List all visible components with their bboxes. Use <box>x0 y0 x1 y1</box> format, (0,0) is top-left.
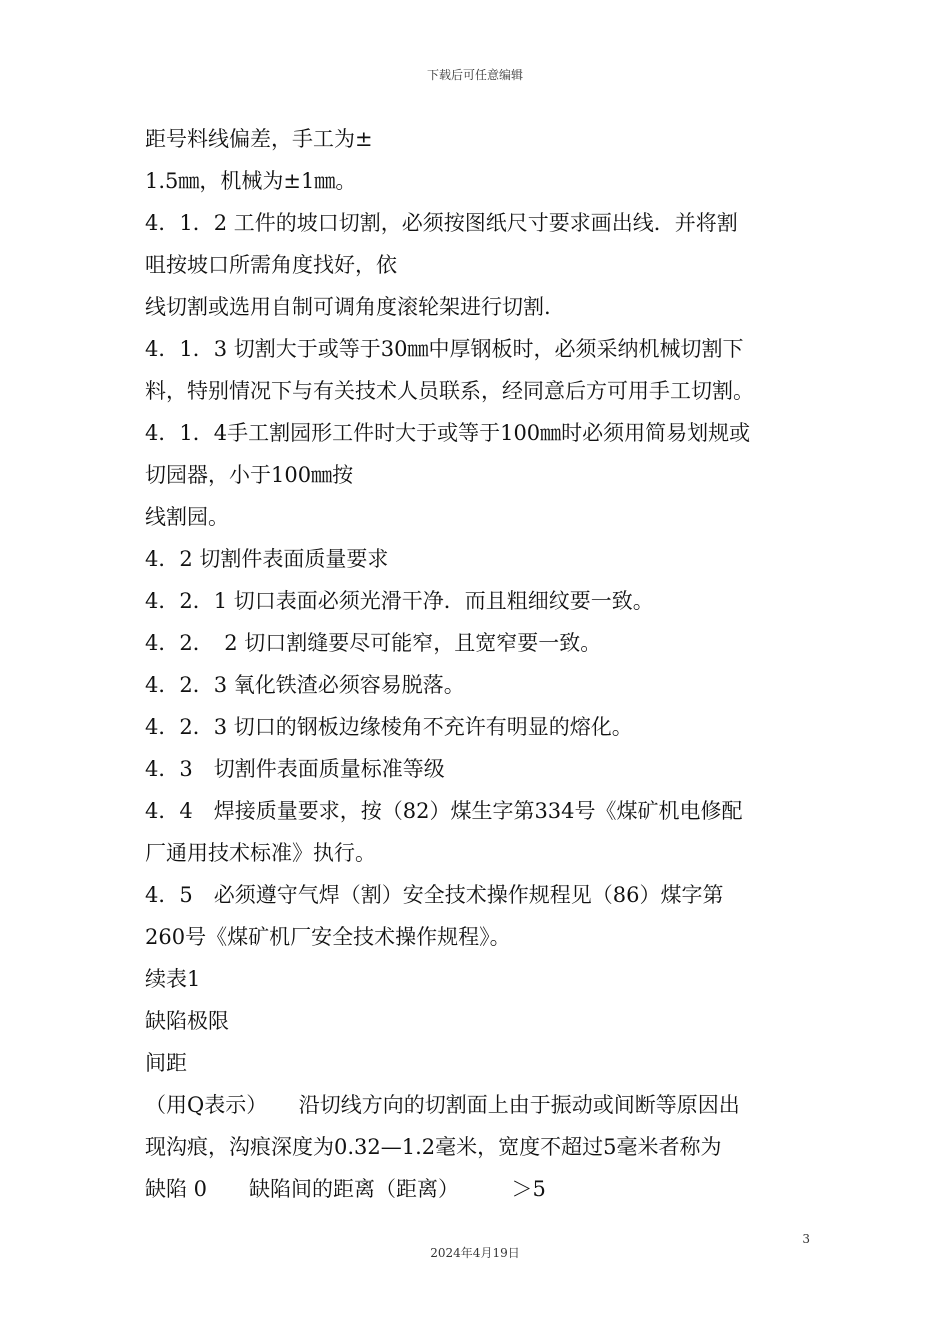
text-line: 咀按坡口所需角度找好，依 <box>145 253 397 277</box>
table-cell: 缺陷 0 缺陷间的距离（距离） ＞5 <box>145 1177 546 1201</box>
text-line: 4．2．3 氧化铁渣必须容易脱落。 <box>145 673 465 697</box>
table-caption: 续表1 <box>145 967 201 991</box>
text-line: 料，特别情况下与有关技术人员联系，经同意后方可用手工切割。 <box>145 379 754 403</box>
section-heading: 4．3 切割件表面质量标准等级 <box>145 757 445 781</box>
text-line: 线割园。 <box>145 505 229 529</box>
text-line: 4．2． 2 切口割缝要尽可能窄，且宽窄要一致。 <box>145 631 602 655</box>
text-line: 4．1．3 切割大于或等于30㎜中厚钢板时，必须采纳机械切割下 <box>145 337 744 361</box>
text-line: 4．2．3 切口的钢板边缘棱角不充许有明显的熔化。 <box>145 715 633 739</box>
text-line: 4．4 焊接质量要求，按（82）煤生字第334号《煤矿机电修配 <box>145 799 743 823</box>
page-number: 3 <box>802 1232 810 1246</box>
text-line: 4．1．2 工件的坡口切割，必须按图纸尺寸要求画出线．并将割 <box>145 211 738 235</box>
page-header: 下载后可任意编辑 <box>426 68 523 82</box>
text-line: 线切割或选用自制可调角度滚轮架进行切割. <box>145 295 551 319</box>
text-line: 4．1．4手工割园形工件时大于或等于100㎜时必须用简易划规或 <box>145 421 751 445</box>
text-line: 4．5 必须遵守气焊（割）安全技术操作规程见（86）煤字第 <box>145 883 724 907</box>
text-line: 切园器，小于100㎜按 <box>145 463 354 487</box>
table-cell: 缺陷极限 <box>145 1009 229 1033</box>
table-cell: （用Q表示） 沿切线方向的切割面上由于振动或间断等原因出 <box>145 1093 740 1117</box>
table-cell: 现沟痕，沟痕深度为0.32—1.2毫米，宽度不超过5毫米者称为 <box>145 1135 722 1159</box>
text-line: 4．2．1 切口表面必须光滑干净．而且粗细纹要一致。 <box>145 589 654 613</box>
page-footer-date: 2024年4月19日 <box>430 1246 520 1260</box>
section-heading: 4．2 切割件表面质量要求 <box>145 547 389 571</box>
text-line: 1.5㎜，机械为±1㎜。 <box>145 169 357 193</box>
document-body <box>145 118 815 1210</box>
table-cell: 间距 <box>145 1051 187 1075</box>
text-line: 距号料线偏差，手工为± <box>145 127 373 151</box>
text-line: 260号《煤矿机厂安全技术操作规程》。 <box>145 925 511 949</box>
text-line: 厂通用技术标准》执行。 <box>145 841 376 865</box>
